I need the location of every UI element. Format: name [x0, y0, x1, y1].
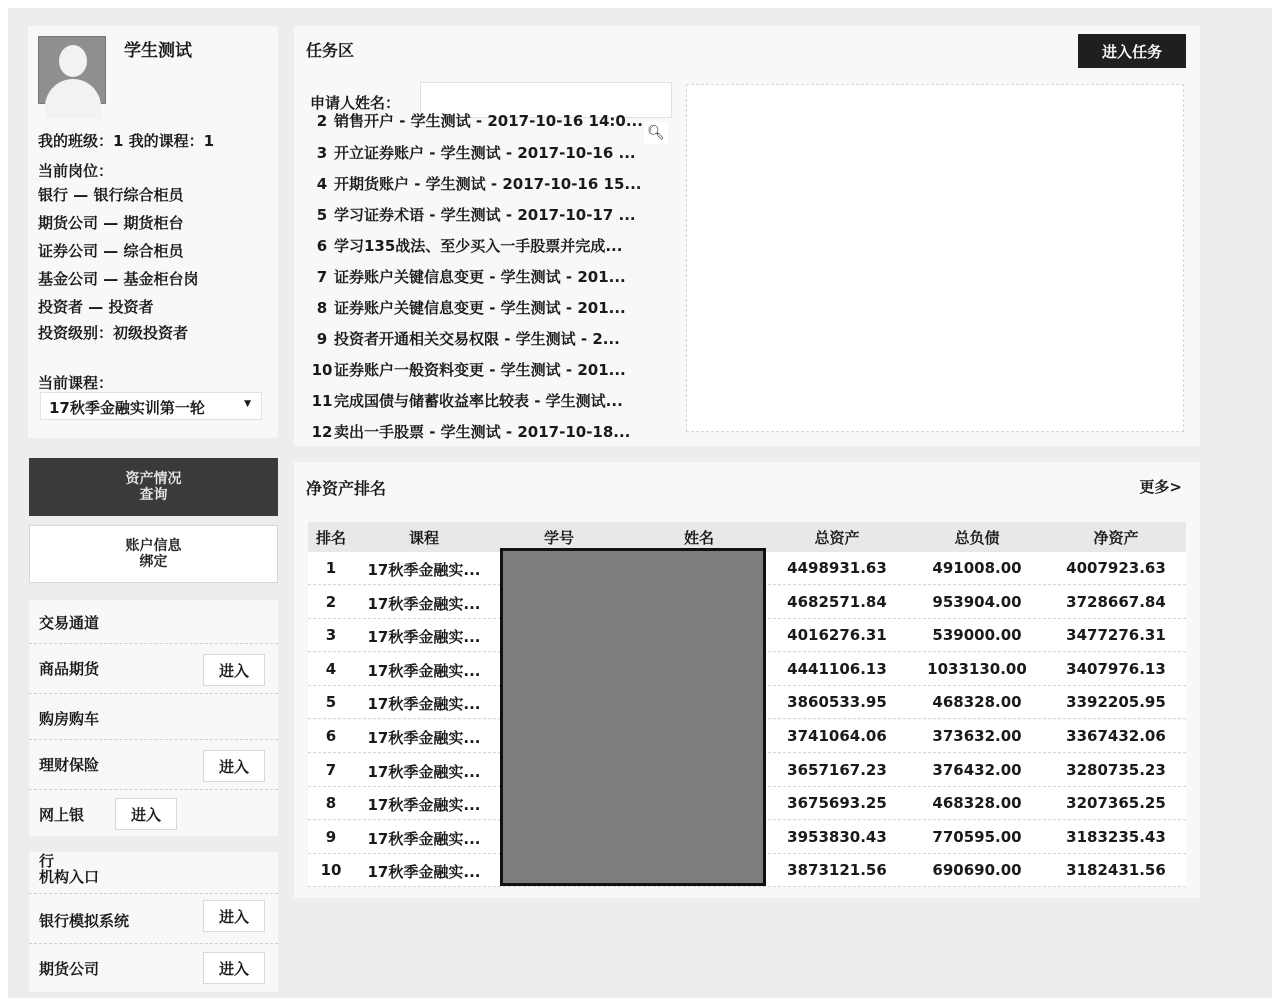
position-item: 期货公司 — 期货柜台 — [38, 214, 184, 232]
cell-net-assets: 3182431.56 — [1066, 861, 1166, 880]
cell-total-liabilities: 953904.00 — [932, 592, 1022, 611]
investor-level: 投资级别：初级投资者 — [38, 324, 189, 342]
task-number: 8 — [316, 299, 328, 317]
task-number: 6 — [316, 237, 328, 255]
task-item[interactable] — [310, 173, 672, 204]
task-text: 开期货账户 - 学生测试 - 2017-10-16 15... — [334, 175, 642, 193]
task-number: 12 — [311, 423, 333, 441]
course-select-value: 17秋季金融实训第一轮 — [49, 399, 205, 417]
username: 学生测试 — [124, 41, 192, 61]
task-item[interactable] — [310, 235, 672, 266]
task-number: 4 — [316, 175, 328, 193]
task-number: 7 — [316, 268, 328, 286]
cell-rank: 8 — [325, 794, 337, 813]
course-select[interactable] — [40, 392, 262, 420]
asset-query-button[interactable] — [29, 458, 278, 516]
cell-course: 17秋季金融实... — [367, 661, 481, 680]
cell-total-liabilities: 491008.00 — [932, 559, 1022, 577]
list-item — [29, 894, 278, 944]
position-item: 证券公司 — 综合柜员 — [38, 242, 184, 260]
cell-rank: 10 — [320, 861, 342, 880]
commodity-futures-enter-button[interactable]: 进入 — [203, 654, 265, 686]
cell-total-assets: 3741064.06 — [787, 727, 887, 745]
account-bind-label: 账户信息 — [125, 538, 182, 554]
institution-title: 机构入口 — [39, 868, 100, 886]
column-header: 课程 — [408, 529, 439, 547]
cell-total-liabilities: 468328.00 — [932, 794, 1022, 813]
cell-rank: 6 — [325, 727, 337, 745]
cell-course: 17秋季金融实... — [367, 863, 481, 882]
cell-rank: 3 — [325, 626, 337, 645]
task-number: 5 — [316, 206, 328, 224]
chevron-down-icon: ▼ — [244, 399, 251, 409]
cell-rank: 1 — [325, 559, 337, 577]
cell-total-assets: 3953830.43 — [787, 827, 887, 846]
trade-channel-header — [29, 600, 278, 644]
account-bind-button[interactable] — [29, 525, 278, 583]
task-number: 9 — [316, 330, 328, 348]
cell-total-assets: 4498931.63 — [787, 559, 887, 577]
cell-total-assets: 3873121.56 — [787, 861, 887, 880]
class-course-info: 我的班级：1 我的课程：1 — [38, 132, 215, 150]
asset-query-label: 资产情况 — [125, 471, 182, 487]
cell-course: 17秋季金融实... — [367, 796, 481, 815]
trade-item-label: 理财保险 — [39, 756, 100, 774]
net-asset-ranking-panel — [294, 462, 1200, 898]
position-item: 投资者 — 投资者 — [38, 298, 154, 316]
cell-rank: 9 — [325, 827, 337, 846]
trade-channel-title: 交易通道 — [39, 614, 100, 632]
cell-total-liabilities: 373632.00 — [932, 727, 1022, 745]
institution-header — [29, 852, 278, 894]
position-item: 基金公司 — 基金柜台岗 — [38, 270, 199, 288]
task-number: 10 — [311, 361, 333, 379]
wealth-insurance-enter-button[interactable]: 进入 — [203, 750, 265, 782]
institution-title-fragment: 行 — [39, 852, 55, 870]
task-item[interactable] — [310, 204, 672, 235]
trade-item-label: 商品期货 — [39, 660, 100, 678]
applicant-name-label: 申请人姓名： — [310, 94, 401, 112]
more-link[interactable]: 更多> — [1139, 478, 1182, 496]
task-number: 11 — [311, 392, 333, 410]
cell-total-liabilities: 690690.00 — [932, 861, 1022, 880]
cell-rank: 7 — [325, 760, 337, 779]
redaction-block — [500, 548, 766, 886]
avatar-head-icon — [59, 45, 87, 77]
cell-course: 17秋季金融实... — [367, 695, 481, 714]
list-item — [29, 742, 278, 790]
search-icon[interactable]: 🔍︎ — [644, 122, 668, 144]
avatar — [38, 36, 106, 104]
avatar-body-icon — [45, 79, 101, 119]
task-text: 学习135战法、至少买入一手股票并完成... — [334, 237, 623, 255]
cell-total-assets: 4016276.31 — [787, 626, 887, 645]
task-item[interactable] — [310, 328, 672, 359]
task-item[interactable] — [310, 421, 672, 452]
list-item — [29, 696, 278, 740]
column-header: 总资产 — [814, 529, 860, 547]
task-text: 开立证券账户 - 学生测试 - 2017-10-16 ... — [334, 144, 636, 162]
institution-section — [29, 852, 278, 992]
bank-sim-enter-button[interactable]: 进入 — [203, 900, 265, 932]
task-text: 销售开户 - 学生测试 - 2017-10-16 14:0... — [334, 112, 643, 130]
cell-net-assets: 3183235.43 — [1066, 827, 1166, 846]
task-text: 完成国债与储蓄收益率比较表 - 学生测试... — [334, 392, 623, 410]
task-text: 卖出一手股票 - 学生测试 - 2017-10-18... — [334, 423, 631, 441]
enter-task-button[interactable]: 进入任务 — [1078, 34, 1186, 68]
task-item[interactable] — [310, 142, 672, 173]
cell-net-assets: 4007923.63 — [1066, 559, 1166, 577]
task-item[interactable] — [310, 390, 672, 421]
column-header: 净资产 — [1093, 529, 1139, 547]
cell-total-assets: 4682571.84 — [787, 592, 887, 611]
column-header: 姓名 — [683, 529, 714, 547]
cell-net-assets: 3367432.06 — [1066, 727, 1166, 745]
cell-course: 17秋季金融实... — [367, 594, 481, 613]
position-item: 银行 — 银行综合柜员 — [38, 186, 184, 204]
task-list — [310, 112, 672, 441]
task-text: 学习证券术语 - 学生测试 - 2017-10-17 ... — [334, 206, 636, 224]
cell-course: 17秋季金融实... — [367, 762, 481, 781]
trade-item-label: 购房购车 — [39, 710, 100, 728]
task-number: 2 — [316, 112, 328, 130]
cell-net-assets: 3280735.23 — [1066, 760, 1166, 779]
task-area-panel — [294, 26, 1200, 446]
cell-net-assets: 3477276.31 — [1066, 626, 1166, 645]
cell-total-liabilities: 376432.00 — [932, 760, 1022, 779]
cell-rank: 4 — [325, 659, 337, 678]
task-item[interactable] — [310, 297, 672, 328]
cell-net-assets: 3392205.95 — [1066, 693, 1166, 712]
task-text: 证券账户关键信息变更 - 学生测试 - 201... — [334, 299, 626, 317]
list-item — [29, 646, 278, 694]
task-text: 证券账户一般资料变更 - 学生测试 - 201... — [334, 361, 626, 379]
cell-total-assets: 3657167.23 — [787, 760, 887, 779]
cell-net-assets: 3207365.25 — [1066, 794, 1166, 813]
cell-total-assets: 3675693.25 — [787, 794, 887, 813]
task-item[interactable] — [310, 266, 672, 297]
account-bind-label: 绑定 — [139, 554, 168, 570]
trade-channel-section — [29, 600, 278, 836]
cell-total-liabilities: 1033130.00 — [927, 659, 1027, 678]
cell-total-assets: 4441106.13 — [787, 659, 887, 678]
cell-rank: 2 — [325, 592, 337, 611]
position-label: 当前岗位： — [38, 162, 114, 180]
ranking-title: 净资产排名 — [306, 479, 387, 498]
online-bank-enter-button[interactable]: 进入 — [115, 798, 177, 830]
task-text: 投资者开通相关交易权限 - 学生测试 - 2... — [334, 330, 620, 348]
cell-net-assets: 3407976.13 — [1066, 659, 1166, 678]
cell-rank: 5 — [325, 693, 337, 712]
asset-query-label: 查询 — [139, 487, 168, 503]
task-item[interactable] — [310, 110, 672, 141]
profile-panel — [28, 26, 278, 438]
task-area-title: 任务区 — [306, 41, 355, 60]
cell-course: 17秋季金融实... — [367, 729, 481, 747]
column-header: 总负债 — [954, 529, 1000, 547]
column-header: 学号 — [543, 529, 574, 547]
task-number: 3 — [316, 144, 328, 162]
task-preview-area — [686, 84, 1184, 432]
institution-item-label: 银行模拟系统 — [39, 912, 130, 930]
cell-net-assets: 3728667.84 — [1066, 592, 1166, 611]
task-item[interactable] — [310, 359, 672, 390]
cell-course: 17秋季金融实... — [367, 561, 481, 579]
column-header: 排名 — [315, 529, 346, 547]
trade-item-label: 网上银 — [39, 806, 85, 824]
cell-total-liabilities: 468328.00 — [932, 693, 1022, 712]
task-text: 证券账户关键信息变更 - 学生测试 - 201... — [334, 268, 626, 286]
list-item — [29, 946, 278, 990]
cell-total-assets: 3860533.95 — [787, 693, 887, 712]
cell-course: 17秋季金融实... — [367, 628, 481, 647]
futures-company-enter-button[interactable]: 进入 — [203, 952, 265, 984]
institution-item-label: 期货公司 — [39, 960, 100, 978]
list-item — [29, 792, 278, 836]
cell-total-liabilities: 770595.00 — [932, 827, 1022, 846]
course-label: 当前课程： — [38, 374, 114, 392]
cell-course: 17秋季金融实... — [367, 829, 481, 848]
cell-total-liabilities: 539000.00 — [932, 626, 1022, 645]
